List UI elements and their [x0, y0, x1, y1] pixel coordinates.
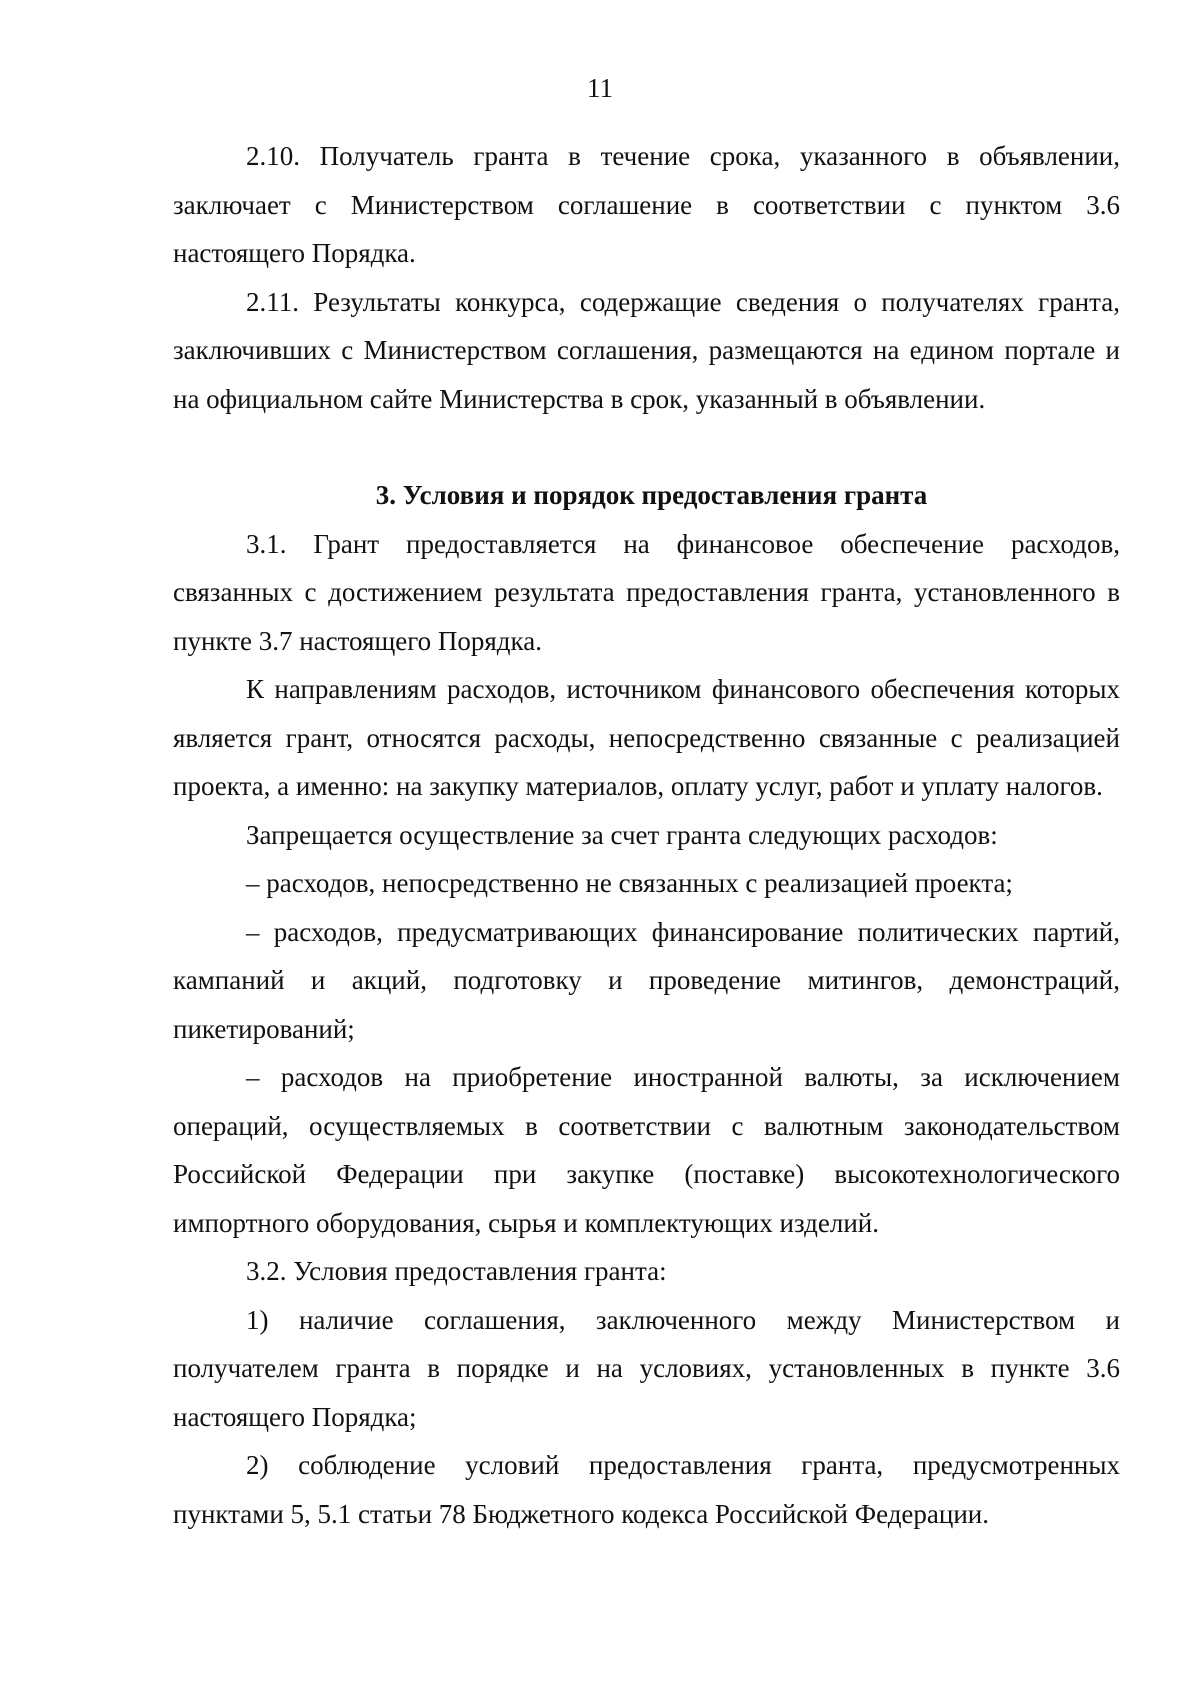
paragraph-3-1: 3.1. Грант предоставляется на финансовое обеспечение расходов, связанных с достижением результата предоставления гранта, установленного в пункте 3.7 настоящего Порядка. [173, 528, 1120, 656]
paragraph-prohibited-intro: Запрещается осуществление за счет гранта следующих расходов: [246, 819, 998, 850]
paragraph-2-10: 2.10. Получатель гранта в течение срока, указанного в объявлении, заключает с Министерством соглашение в соответствии с пунктом 3.6 настоящего Порядка. [173, 141, 1120, 268]
list-item-unrelated-expenses: – расходов, непосредственно не связанных с реализацией проекта; [246, 868, 1013, 898]
paragraph-3-2: 3.2. Условия предоставления гранта: [246, 1256, 667, 1286]
list-item-condition-2: 2) соблюдение условий предоставления гранта, предусмотренных пунктами 5, 5.1 статьи 78 Бюджетного кодекса Российской Федерации. [173, 1450, 1120, 1529]
document-body [173, 132, 1120, 1538]
list-item-foreign-currency: – расходов на приобретение иностранной валюты, за исключением операций, осуществляемых в соответствии с валютным законодательством Российской Федерации при закупке (поставке) высокотехнологического импортного оборудования, сырья и комплектующих изделий. [173, 1062, 1120, 1238]
paragraph-expense-directions: К направлениям расходов, источником финансового обеспечения которых является грант, относятся расходы, непосредственно связанные с реализацией проекта, а именно: на закупку материалов, оплату услуг, работ и уплату налогов. [173, 674, 1120, 801]
list-item-political-expenses: – расходов, предусматривающих финансирование политических партий, кампаний и акций, подготовку и проведение митингов, демонстраций, пикетирований; [173, 916, 1120, 1044]
section-heading: 3. Условия и порядок предоставления гранта [375, 480, 928, 510]
list-item-condition-1: 1) наличие соглашения, заключенного между Министерством и получателем гранта в порядке и на условиях, установленных в пункте 3.6 настоящего Порядка; [173, 1304, 1120, 1432]
section-spacer [173, 423, 1120, 471]
page-number: 11 [587, 73, 613, 103]
paragraph-2-11: 2.11. Результаты конкурса, содержащие сведения о получателях гранта, заключивших с Министерством соглашения, размещаются на едином портале и на официальном сайте Министерства в срок, указанный в объявлении. [173, 286, 1120, 414]
